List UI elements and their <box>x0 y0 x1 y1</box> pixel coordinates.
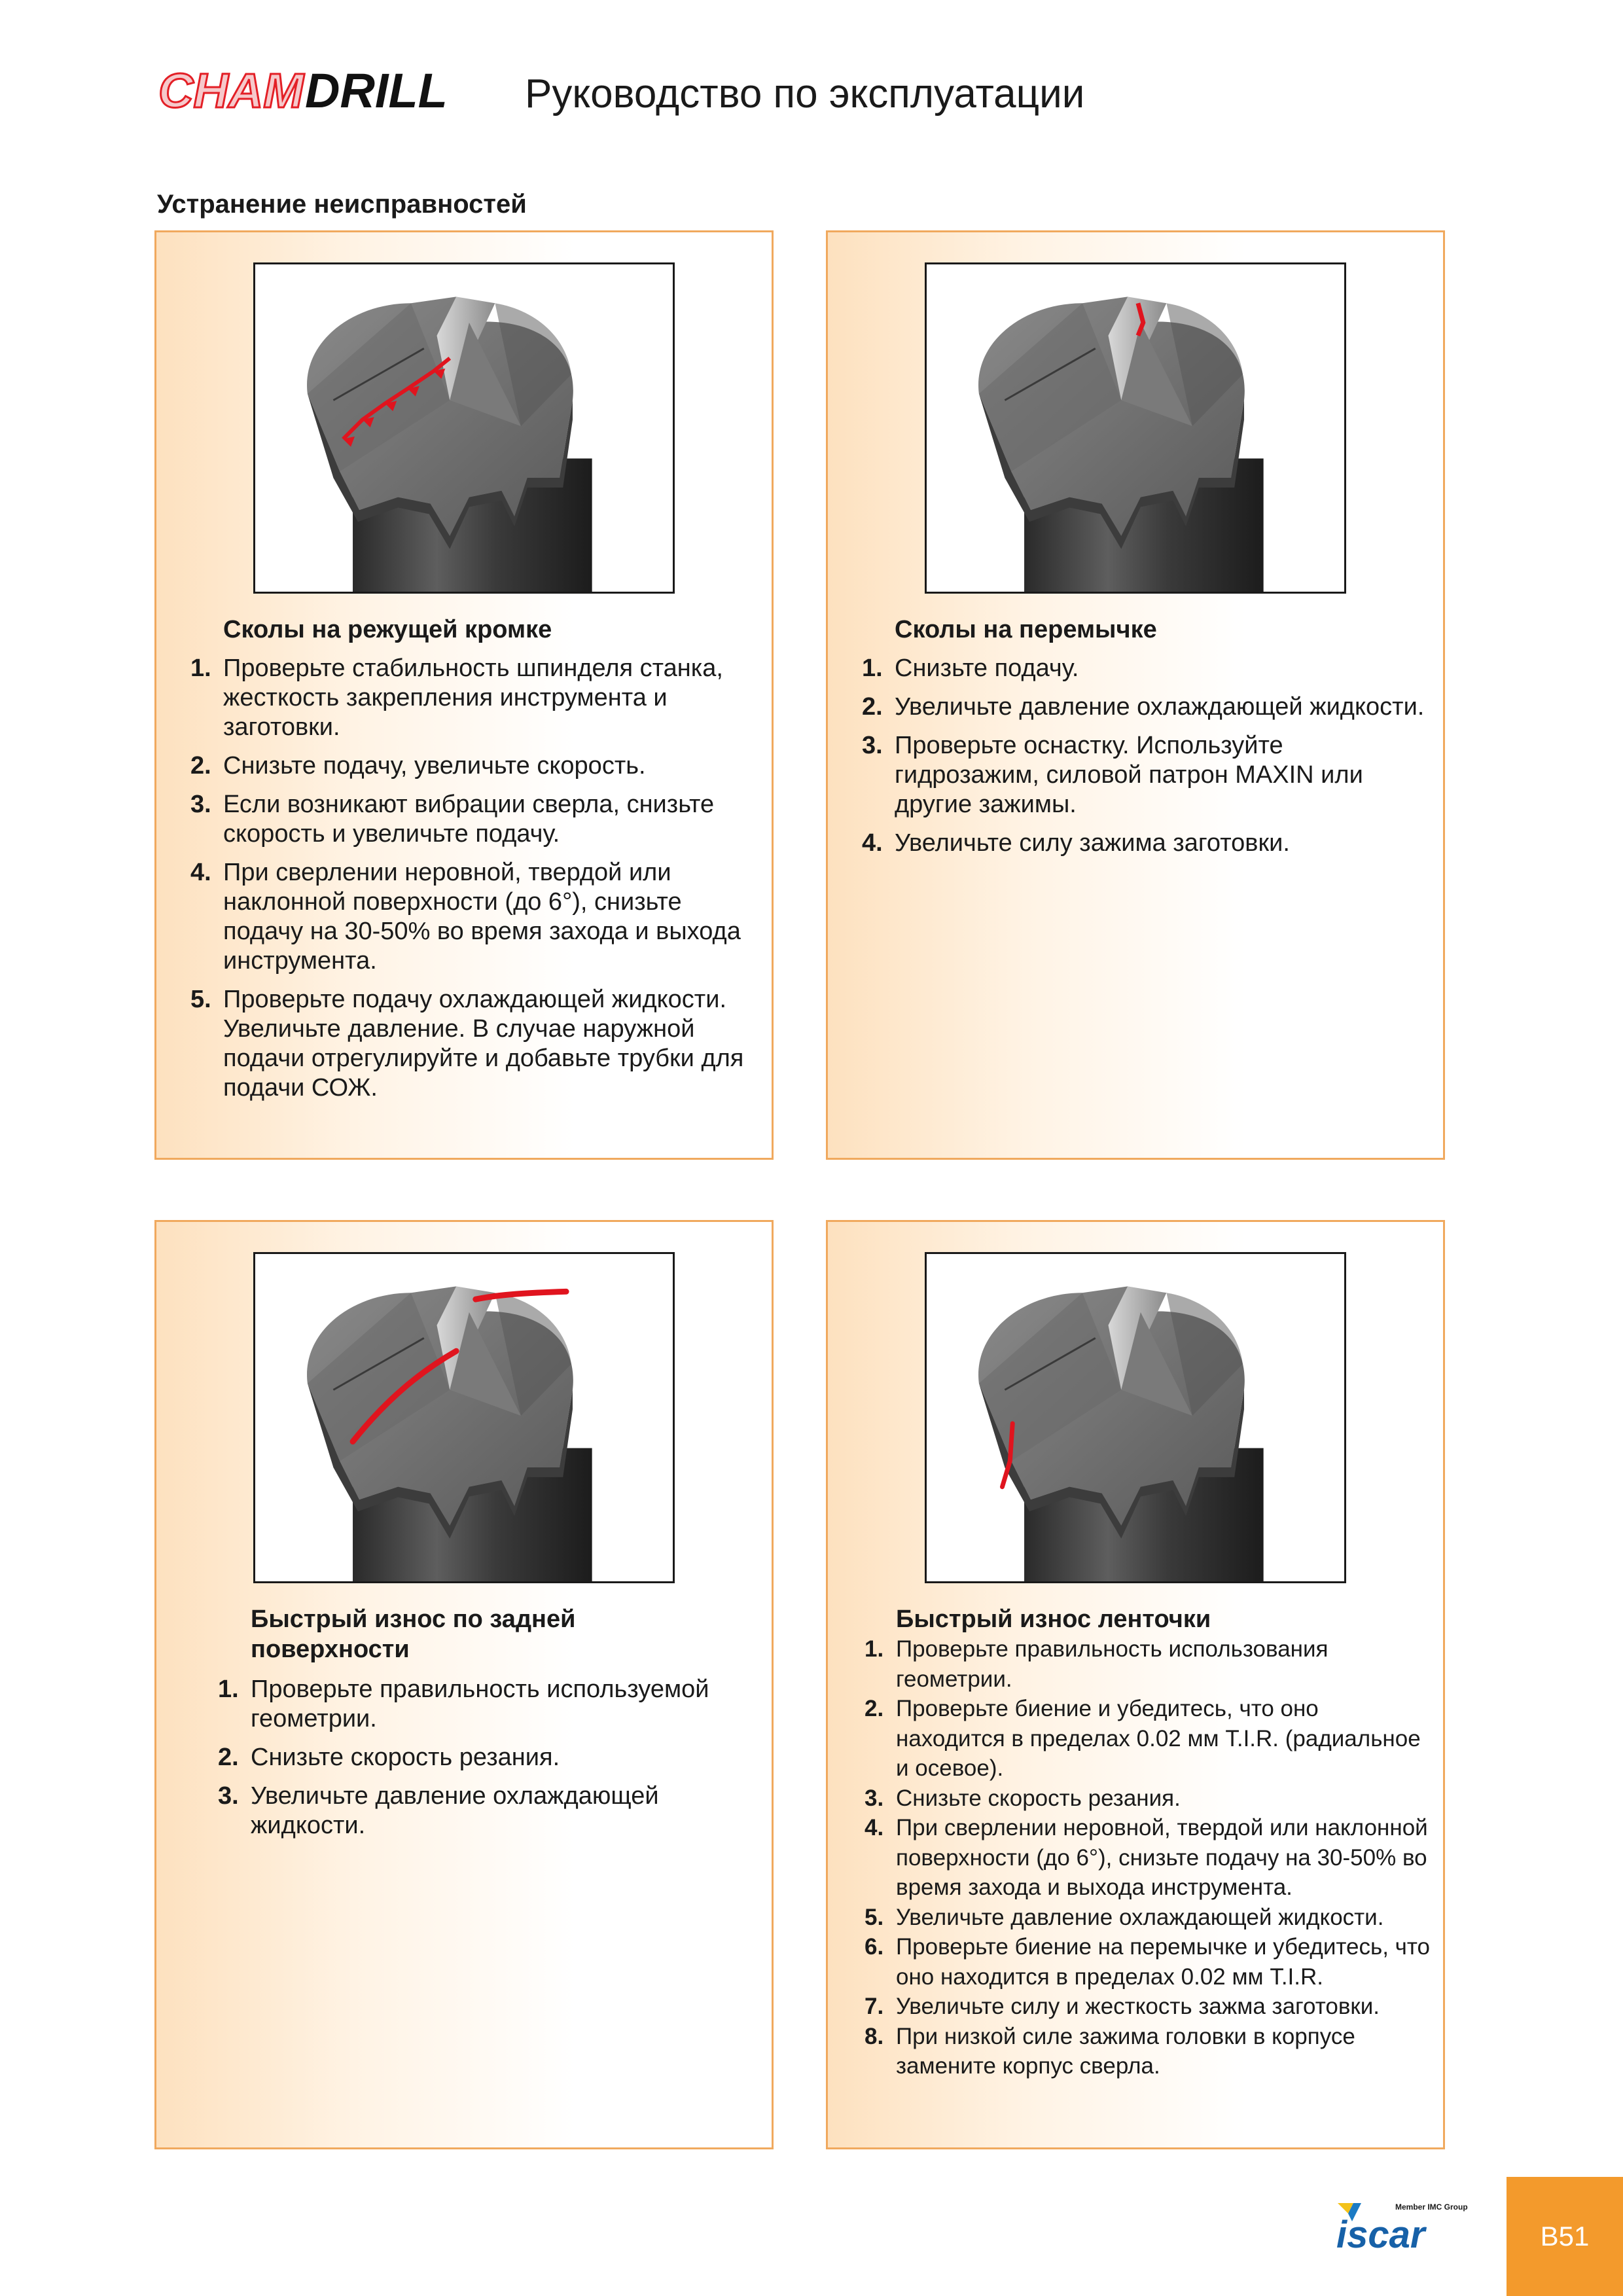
svg-text:Member IMC Group: Member IMC Group <box>1395 2202 1468 2212</box>
panel-center-chipping <box>826 230 1445 1160</box>
svg-text:CHAM: CHAM <box>158 64 304 117</box>
iscar-logo <box>1335 2198 1472 2251</box>
drill-illustration <box>253 262 675 594</box>
step-text: Увеличьте давление охлаждающей жидкости. <box>251 1782 659 1839</box>
step-number: 2. <box>190 752 211 780</box>
step-list <box>218 1675 755 1850</box>
list-item <box>218 1782 755 1840</box>
list-item <box>862 731 1425 819</box>
list-item <box>190 790 753 849</box>
panel-margin-wear <box>826 1220 1445 2149</box>
step-number: 4. <box>865 1815 884 1840</box>
list-item <box>865 1634 1434 1694</box>
drill-head-flank-wear-icon <box>255 1254 673 1581</box>
step-number: 2. <box>865 1696 884 1721</box>
list-item <box>862 654 1425 683</box>
step-text: Проверьте биение на перемычке и убедитесь, что оно находится в пределах 0.02 мм T.I.R. <box>896 1934 1431 1990</box>
section-title: Устранение неисправностей <box>157 190 527 219</box>
list-item <box>190 858 753 976</box>
list-item <box>862 692 1425 722</box>
step-text: Проверьте биение и убедитесь, что оно находится в пределах 0.02 мм T.I.R. (радиальное и осевое). <box>896 1696 1421 1781</box>
svg-text:iscar: iscar <box>1336 2214 1425 2251</box>
list-item <box>190 985 753 1103</box>
step-text: При низкой силе зажима головки в корпусе замените корпус сверла. <box>896 2023 1355 2079</box>
step-text: Увеличьте давление охлаждающей жидкости. <box>895 693 1425 721</box>
list-item <box>865 1932 1434 1992</box>
drill-head-cutting-edge-chipping-icon <box>255 264 673 592</box>
list-item <box>218 1675 755 1734</box>
step-text: Снизьте подачу, увеличьте скорость. <box>223 752 646 780</box>
list-item <box>218 1743 755 1772</box>
step-text: Увеличьте силу зажима заготовки. <box>895 829 1290 857</box>
list-item <box>865 1813 1434 1903</box>
svg-text:DRILL: DRILL <box>305 64 448 117</box>
step-number: 2. <box>862 693 883 721</box>
step-text: Проверьте правильность используемой геометрии. <box>251 1676 709 1732</box>
step-text: Проверьте стабильность шпинделя станка, жесткость закрепления инструмента и заготовки. <box>223 655 723 741</box>
step-list <box>190 654 753 1112</box>
step-number: 6. <box>865 1934 884 1960</box>
step-text: При сверлении неровной, твердой или наклонной поверхности (до 6°), снизьте подачу на 30-50% во время захода и выхода инструмента. <box>223 859 741 975</box>
step-text: Если возникают вибрации сверла, снизьте скорость и увеличьте подачу. <box>223 791 715 848</box>
list-item <box>862 829 1425 858</box>
list-item <box>865 1992 1434 2022</box>
panel-title: Сколы на режущей кромке <box>223 616 552 643</box>
step-number: 3. <box>865 1785 884 1811</box>
page-number: B51 <box>1507 2177 1623 2296</box>
drill-head-margin-wear-icon <box>927 1254 1344 1581</box>
step-list <box>862 654 1425 867</box>
step-number: 7. <box>865 1994 884 2019</box>
step-text: При сверлении неровной, твердой или наклонной поверхности (до 6°), снизьте подачу на 30-50% во время захода и выхода инструмента. <box>896 1815 1428 1900</box>
step-text: Увеличьте силу и жесткость зажма заготовки. <box>896 1994 1380 2019</box>
step-number: 1. <box>190 655 211 682</box>
step-number: 3. <box>218 1782 239 1810</box>
step-number: 4. <box>190 859 211 886</box>
list-item <box>190 751 753 781</box>
chamdrill-logo <box>157 64 478 117</box>
step-text: Проверьте оснастку. Используйте гидрозажим, силовой патрон MAXIN или другие зажимы. <box>895 732 1363 818</box>
panel-title: Быстрый износ по задней поверхности <box>251 1605 576 1663</box>
step-number: 3. <box>862 732 883 759</box>
list-item <box>865 1694 1434 1784</box>
list-item <box>865 1903 1434 1933</box>
step-text: Увеличьте давление охлаждающей жидкости. <box>896 1904 1384 1930</box>
step-number: 5. <box>865 1904 884 1930</box>
step-text: Снизьте скорость резания. <box>251 1744 560 1771</box>
step-number: 2. <box>218 1744 239 1771</box>
step-list <box>865 1634 1434 2081</box>
list-item <box>865 2022 1434 2081</box>
step-number: 3. <box>190 791 211 818</box>
document-title: Руководство по эксплуатации <box>525 71 1085 117</box>
drill-illustration <box>925 262 1346 594</box>
panel-title: Сколы на перемычке <box>895 616 1157 643</box>
step-number: 1. <box>218 1676 239 1703</box>
step-number: 8. <box>865 2023 884 2049</box>
list-item <box>190 654 753 742</box>
drill-illustration <box>253 1252 675 1583</box>
step-text: Снизьте подачу. <box>895 655 1079 682</box>
panel-flank-wear <box>154 1220 774 2149</box>
panel-cutting-edge-chipping <box>154 230 774 1160</box>
step-number: 4. <box>862 829 883 857</box>
step-text: Проверьте подачу охлаждающей жидкости. Увеличьте давление. В случае наружной подачи отрегулируйте и добавьте трубки для подачи СОЖ. <box>223 986 744 1102</box>
drill-illustration <box>925 1252 1346 1583</box>
step-number: 1. <box>862 655 883 682</box>
panel-title: Быстрый износ ленточки <box>896 1605 1211 1633</box>
list-item <box>865 1784 1434 1814</box>
step-number: 5. <box>190 986 211 1013</box>
step-text: Проверьте правильность использования геометрии. <box>896 1636 1329 1692</box>
step-number: 1. <box>865 1636 884 1662</box>
step-text: Снизьте скорость резания. <box>896 1785 1181 1811</box>
drill-head-center-chipping-icon <box>927 264 1344 592</box>
